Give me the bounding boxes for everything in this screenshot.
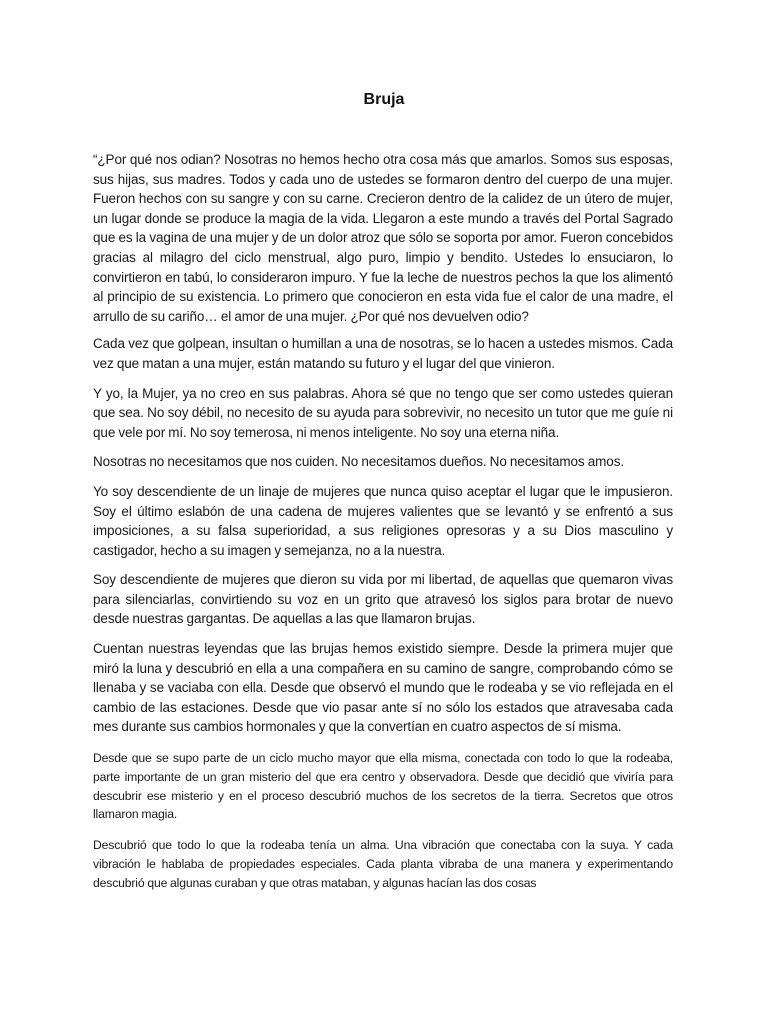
paragraph: Yo soy descendiente de un linaje de mujeres que nunca quiso aceptar el lugar que le impusieron. Soy el último eslabón de una cadena de mujeres valientes que se levantó y se enfrentó a sus imposiciones, a su falsa superioridad, a sus religiones opresoras y a su Dios masculino y castigador, hecho a su imagen y semejanza, no a la nuestra. xyxy=(93,483,673,558)
paragraph: “¿Por qué nos odian? Nosotras no hemos hecho otra cosa más que amarlos. Somos sus esposas, sus hijas, sus madres. Todos y cada uno de ustedes se formaron dentro del cuerpo de una mujer. Fueron hechos con su sangre y con su carne. Crecieron dentro de la calidez de un útero de mujer, un lugar donde se produce la magia de la vida. Llegaron a este mundo a través del Portal Sagrado que es la vagina de una mujer y de un dolor atroz que sólo se soporta por amor. Fueron concebidos gracias al milagro del ciclo menstrual, algo puro, limpio y bendito. Ustedes lo ensuciaron, lo convirtieron en tabú, lo consideraron impuro. Y fue la leche de nuestros pechos la que los alimentó al principio de su existencia. Lo primero que conocieron en esta vida fue el calor de una madre, el arrullo de su cariño… el amor de una mujer. ¿Por qué nos devuelven odio? xyxy=(93,152,673,324)
paragraph: Cada vez que golpean, insultan o humillan a una de nosotras, se lo hacen a ustedes mismos. Cada vez que matan a una mujer, están matando su futuro y el lugar del que vinieron. xyxy=(93,336,673,371)
document-title: Bruja xyxy=(363,91,405,108)
paragraph: Soy descendiente de mujeres que dieron su vida por mi libertad, de aquellas que quemaron vivas para silenciarlas, convirtiendo su voz en un grito que atravesó los siglos para brotar de nuevo desde nuestras gargantas. De aquellas a las que llamaron brujas. xyxy=(93,572,673,627)
paragraph: Descubrió que todo lo que la rodeaba tenía un alma. Una vibración que conectaba con la suya. Y cada vibración le hablaba de propiedades especiales. Cada planta vibraba de una manera y experimentando descubrió que algunas curaban y que otras mataban, y algunas hacían las dos cosas xyxy=(93,838,673,890)
paragraph: Y yo, la Mujer, ya no creo en sus palabras. Ahora sé que no tengo que ser como ustedes quieran que sea. No soy débil, no necesito de su ayuda para sobrevivir, no necesito un tutor que me guíe ni que vele por mí. No soy temerosa, ni menos inteligente. No soy una eterna niña. xyxy=(93,385,673,440)
paragraph: Nosotras no necesitamos que nos cuiden. No necesitamos dueños. No necesitamos amos. xyxy=(93,454,624,470)
paragraph: Cuentan nuestras leyendas que las brujas hemos existido siempre. Desde la primera mujer que miró la luna y descubrió en ella a una compañera en su camino de sangre, comprobando cómo se llenaba y se vaciaba con ella. Desde que observó el mundo que le rodeaba y se vio reflejada en el cambio de las estaciones. Desde que vio pasar ante sí no sólo los estados que atravesaba cada mes durante sus cambios hormonales y que la convertían en cuatro aspectos de sí misma. xyxy=(93,641,673,735)
paragraph: Desde que se supo parte de un ciclo mucho mayor que ella misma, conectada con todo lo que la rodeaba, parte importante de un gran misterio del que era centro y observadora. Desde que decidió que viviría para descubrir ese misterio y en el proceso descubrió muchos de los secretos de la tierra. Secretos que otros llamaron magia. xyxy=(93,751,673,822)
document-body xyxy=(93,150,673,893)
